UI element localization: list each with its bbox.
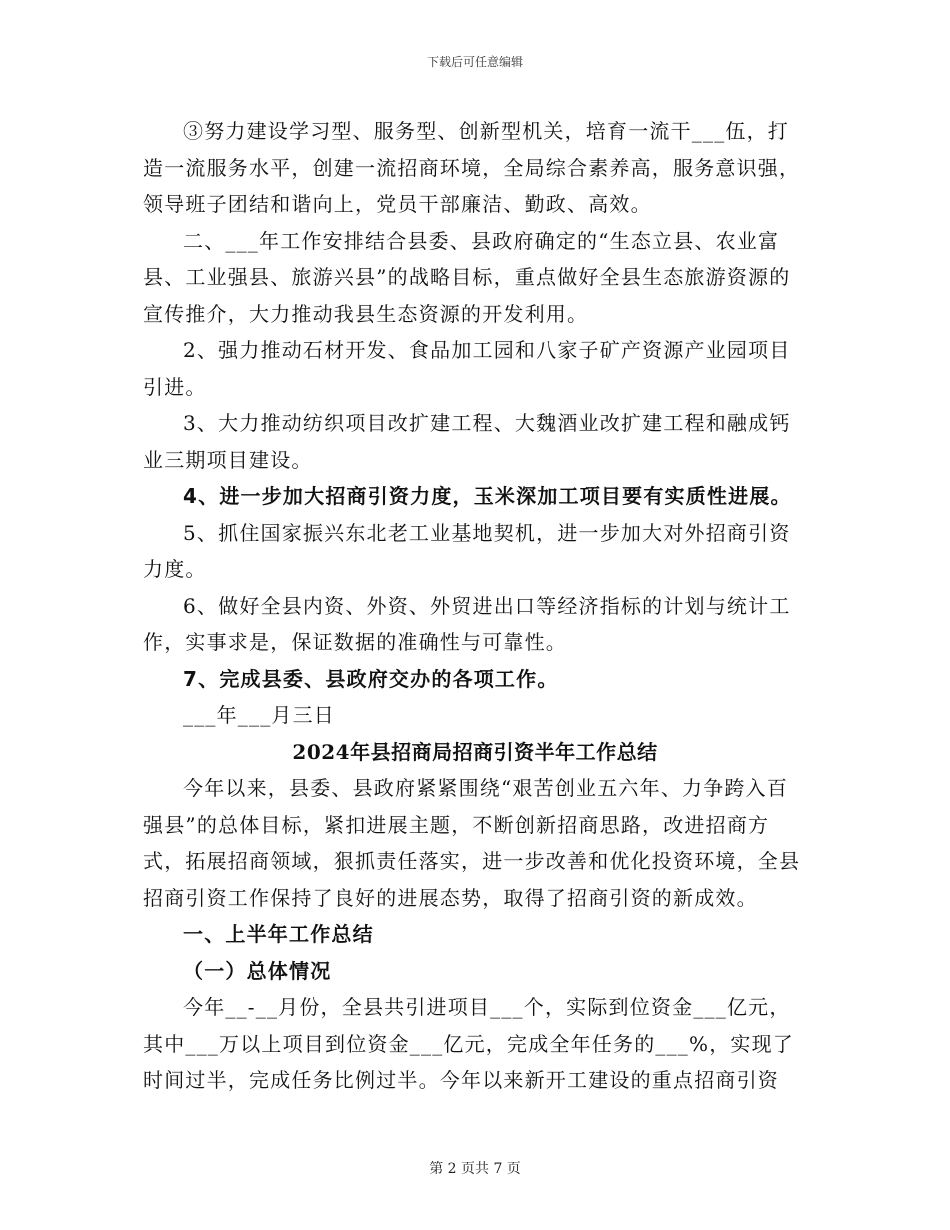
page-footer: 第 2 页共 7 页 — [429, 1161, 521, 1177]
paragraph-institution-building: ③努力建设学习型、服务型、创新型机关，培育一流干___伍，打造一流服务水平，创建一流招商环境，全局综合素养高，服务意识强，领导班子团结和谐向上，党员干部廉洁、勤政、高效。 — [143, 119, 801, 216]
paragraph-work-arrangement: 二、___年工作安排结合县委、县政府确定的“生态立县、农业富县、工业强县、旅游兴县”的战略目标，重点做好全县生态旅游资源的宣传推介，大力推动我县生态资源的开发利用。 — [143, 228, 791, 326]
paragraph-item-3: 3、大力推动纺织项目改扩建工程、大魏酒业改扩建工程和融成钙业三期项目建设。 — [143, 411, 791, 472]
paragraph-item-6: 6、做好全县内资、外资、外贸进出口等经济指标的计划与统计工作，实事求是，保证数据的准确性与可靠性。 — [143, 593, 791, 654]
document-title: 2024年县招商局招商引资半年工作总结 — [292, 739, 658, 764]
document-body — [143, 113, 807, 1099]
paragraph-intro: 今年以来，县委、县政府紧紧围绕“艰苦创业五六年、力争跨入百强县”的总体目标，紧扣进展主题，不断创新招商思路，改进招商方式，拓展招商领域，狠抓责任落实，进一步改善和优化投资环境，全县招商引资工作保持了良好的进展态势，取得了招商引资的新成效。 — [143, 776, 801, 910]
paragraph-item-5: 5、抓住国家振兴东北老工业基地契机，进一步加大对外招商引资力度。 — [143, 520, 791, 581]
subsection-heading-1: （一）总体情况 — [183, 958, 332, 983]
paragraph-date: ___年___月三日 — [183, 703, 335, 727]
header-note: 下载后可任意编辑 — [426, 55, 523, 69]
paragraph-item-7: 7、完成县委、县政府交办的各项工作。 — [183, 666, 559, 691]
section-heading-1: 一、上半年工作总结 — [183, 922, 374, 946]
paragraph-item-2: 2、强力推动石材开发、食品加工园和八家子矿产资源产业园项目引进。 — [143, 338, 791, 399]
paragraph-overall-situation: 今年__-__月份，全县共引进项目___个，实际到位资金___亿元，其中___万以上项目到位资金___亿元，完成全年任务的___%，实现了时间过半，完成任务比例过半。今年以来新开工建设的重点招商引资 — [143, 995, 795, 1092]
paragraph-item-4: 4、进一步加大招商引资力度，玉米深加工项目要有实质性进展。 — [183, 484, 792, 508]
